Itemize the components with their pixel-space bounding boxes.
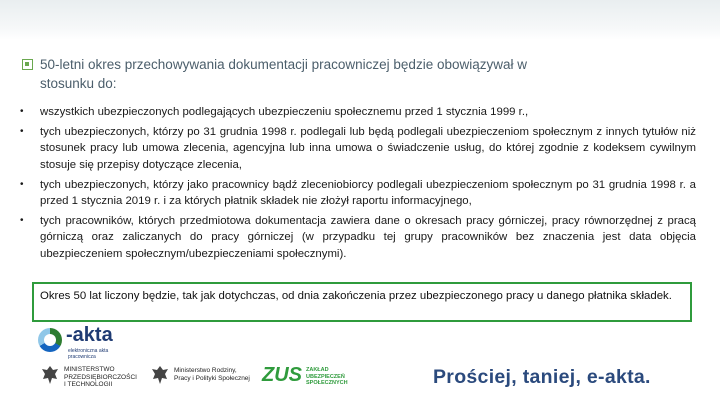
eakta-logo-text: -akta — [66, 324, 113, 346]
ministry-technology-name — [64, 366, 137, 389]
list-item — [18, 124, 696, 173]
list-item-text: tych pracowników, których przedmiotowa dokumentacja zawiera dane o okresach pracy górniczej, pracy równorzędnej z pracą górniczą oraz zaliczanych do pracy górniczej (w przypadku tej grupy pracowników bez znaczenia jest data objęcia ubezpieczeniem społecznym/ubezpieczeniami społecznymi). — [40, 215, 696, 260]
footer-logos — [0, 322, 720, 405]
slogan: Prościej, taniej, e-akta. — [433, 366, 651, 388]
ministry2-line: Ministerstwo Rodziny, — [174, 367, 237, 374]
list-item — [18, 177, 696, 209]
bullet-list — [18, 104, 696, 266]
note-box: Okres 50 lat liczony będzie, tak jak dotychczas, od dnia zakończenia przez ubezpieczonego pracy u danego płatnika składek. — [32, 282, 692, 322]
ministry-family-name — [174, 367, 250, 382]
eagle-emblem-icon — [40, 364, 60, 386]
zus-name-line: SPOŁECZNYCH — [306, 380, 348, 386]
bullet-marker: • — [20, 178, 24, 190]
zus-full-name — [306, 367, 356, 387]
list-item — [18, 104, 696, 120]
ministry1-line: MINISTERSTWO — [64, 366, 115, 373]
ministry1-line: I TECHNOLOGII — [64, 381, 113, 388]
list-item-text: tych ubezpieczonych, którzy po 31 grudnia 1998 r. podlegali lub będą podlegali ubezpieczeniom społecznym z innych tytułów niż stosunek pracy lub umowa zlecenia, agencyjna lub inna umowa o świadczenie usług, do której zgodnie z kodeksem cywilnym stosuje się przepisy dotyczące zlecenia, — [40, 126, 696, 171]
zus-name-line: UBEZPIECZEŃ — [306, 373, 345, 380]
bullet-marker: • — [20, 106, 24, 117]
heading-line-2: stosunku do: — [40, 76, 117, 91]
zus-logo — [262, 364, 348, 387]
zus-mark: ZUS — [262, 364, 302, 386]
ministry2-line: Pracy i Polityki Społecznej — [174, 374, 250, 382]
bullet-marker: • — [20, 215, 24, 227]
eakta-logo — [38, 324, 128, 364]
heading-line-1: 50-letni okres przechowywania dokumentacji pracowniczej będzie obowiązywał w — [40, 57, 527, 72]
slide-heading — [22, 55, 692, 93]
eagle-emblem-icon — [150, 364, 170, 386]
bullet-marker: • — [20, 126, 24, 138]
list-item — [18, 213, 696, 262]
eakta-ring-icon — [38, 328, 62, 352]
ministry1-line: PRZEDSIĘBIORCZOŚCI — [64, 373, 137, 381]
list-item-text: wszystkich ubezpieczonych podlegających ubezpieczeniu społecznemu przed 1 stycznia 1999 r., — [40, 106, 529, 118]
top-banner — [0, 0, 720, 40]
list-item-text: tych ubezpieczonych, którzy jako pracownicy bądź zleceniobiorcy podlegali ubezpieczeniom społecznym po 31 grudnia 1998 r. a przed 1 stycznia 2019 r. i za których płatnik składek nie złożył raportu informacyjnego, — [40, 178, 696, 208]
eakta-logo-subtitle: elektroniczna akta pracownicza — [68, 348, 109, 360]
checkbox-bullet-icon — [22, 59, 33, 70]
zus-name-line: ZAKŁAD — [306, 367, 329, 373]
